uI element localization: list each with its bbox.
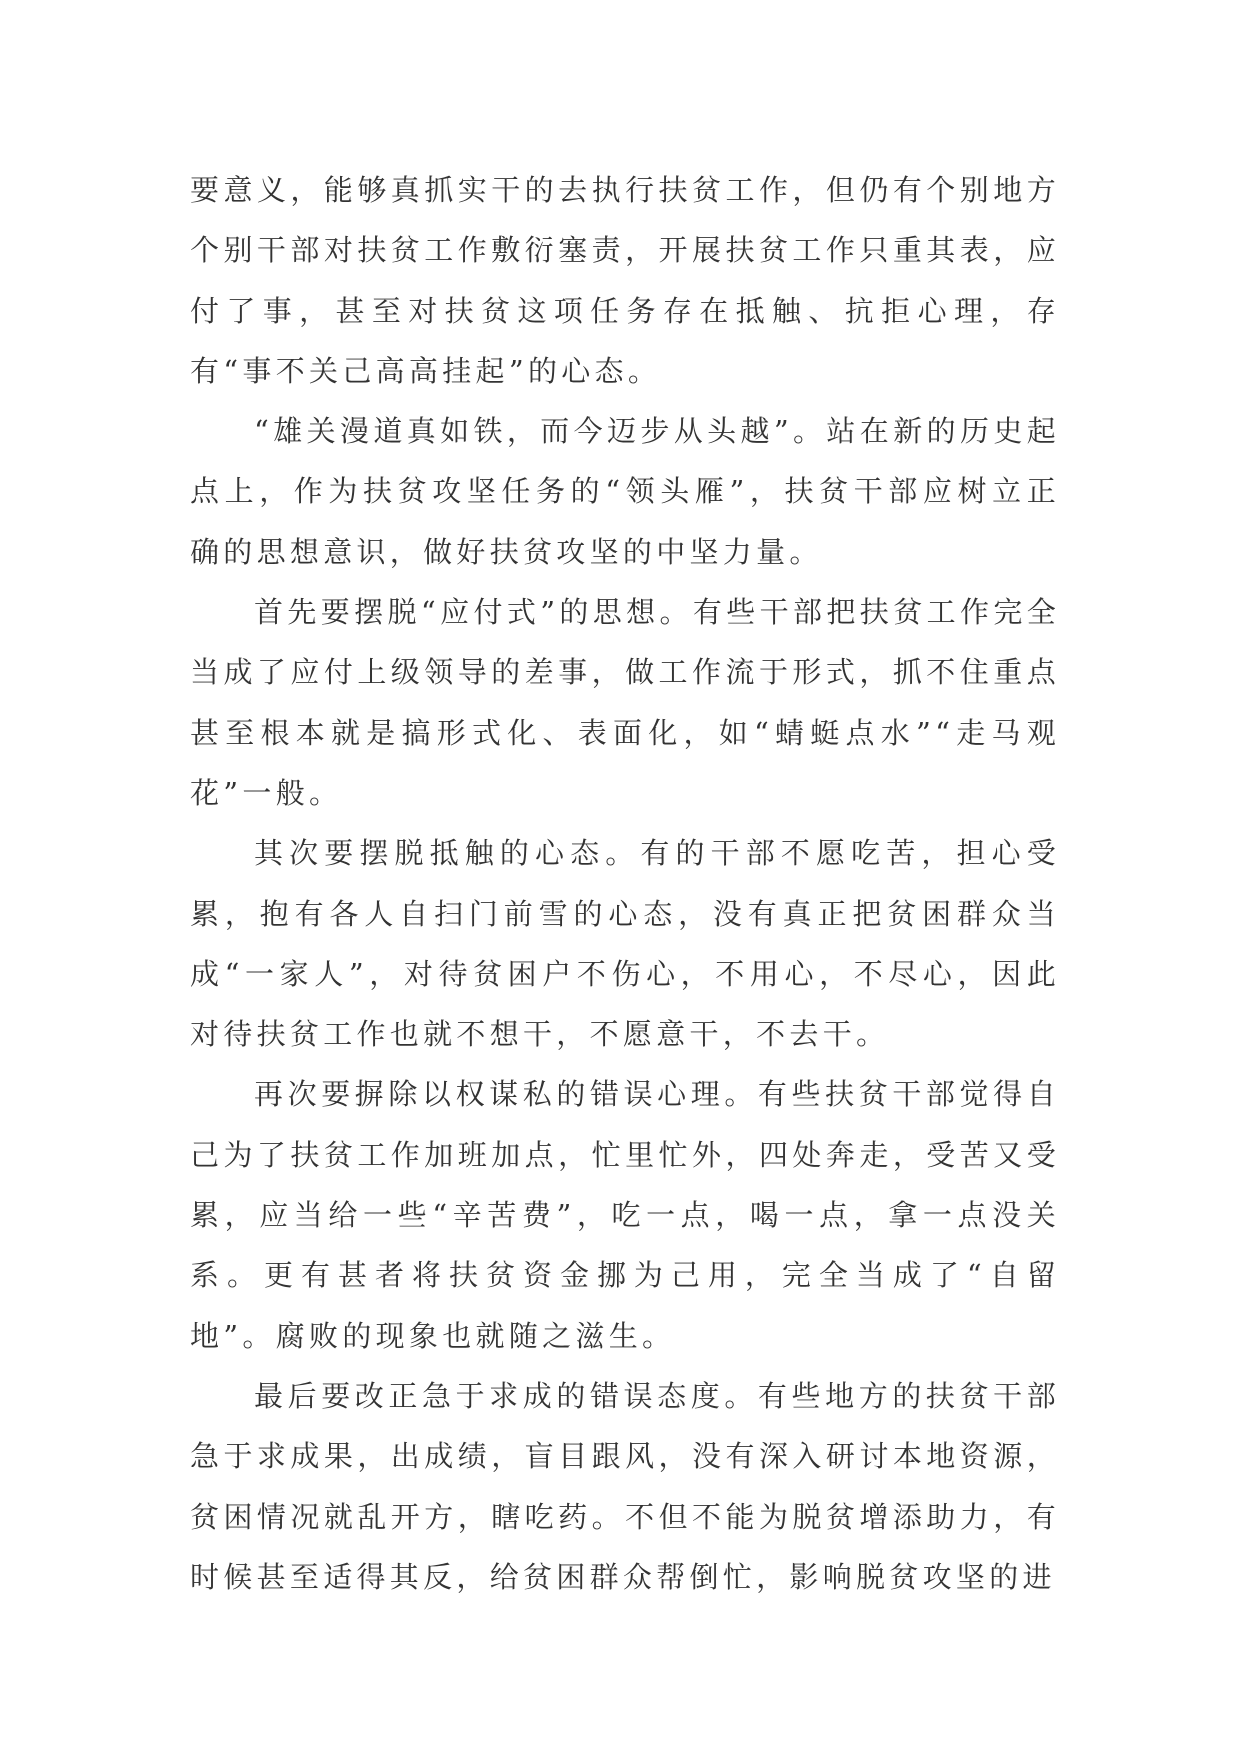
paragraph-second-point: 其次要摆脱抵触的心态。有的干部不愿吃苦，担心受累，抱有各人自扫门前雪的心态，没有真正把贫困群众当成“一家人”，对待贫困户不伤心，不用心，不尽心，因此对待扶贫工作也就不想干，不愿意干，不去干。 bbox=[190, 836, 1060, 1052]
paragraph-fourth-point: 最后要改正急于求成的错误态度。有些地方的扶贫干部急于求成果，出成绩，盲目跟风，没有深入研讨本地资源，贫困情况就乱开方，瞎吃药。不但不能为脱贫增添助力，有时候甚至适得其反，给贫困群众帮倒忙，影响脱贫攻坚的进 bbox=[190, 1378, 1060, 1594]
document-body bbox=[190, 160, 1060, 1607]
paragraph-quote-intro: “雄关漫道真如铁，而今迈步从头越”。站在新的历史起点上，作为扶贫攻坚任务的“领头雁”，扶贫干部应树立正确的思想意识，做好扶贫攻坚的中坚力量。 bbox=[190, 414, 1060, 569]
paragraph-third-point: 再次要摒除以权谋私的错误心理。有些扶贫干部觉得自己为了扶贫工作加班加点，忙里忙外，四处奔走，受苦又受累，应当给一些“辛苦费”，吃一点，喝一点，拿一点没关系。更有甚者将扶贫资金挪为己用，完全当成了“自留地”。腐败的现象也就随之滋生。 bbox=[190, 1077, 1060, 1353]
paragraph-continuation: 要意义，能够真抓实干的去执行扶贫工作，但仍有个别地方个别干部对扶贫工作敷衍塞责，开展扶贫工作只重其表，应付了事，甚至对扶贫这项任务存在抵触、抗拒心理，存有“事不关己高高挂起”的心态。 bbox=[190, 173, 1060, 388]
paragraph-first-point: 首先要摆脱“应付式”的思想。有些干部把扶贫工作完全当成了应付上级领导的差事，做工作流于形式，抓不住重点甚至根本就是搞形式化、表面化，如“蜻蜓点水”“走马观花”一般。 bbox=[190, 595, 1060, 810]
